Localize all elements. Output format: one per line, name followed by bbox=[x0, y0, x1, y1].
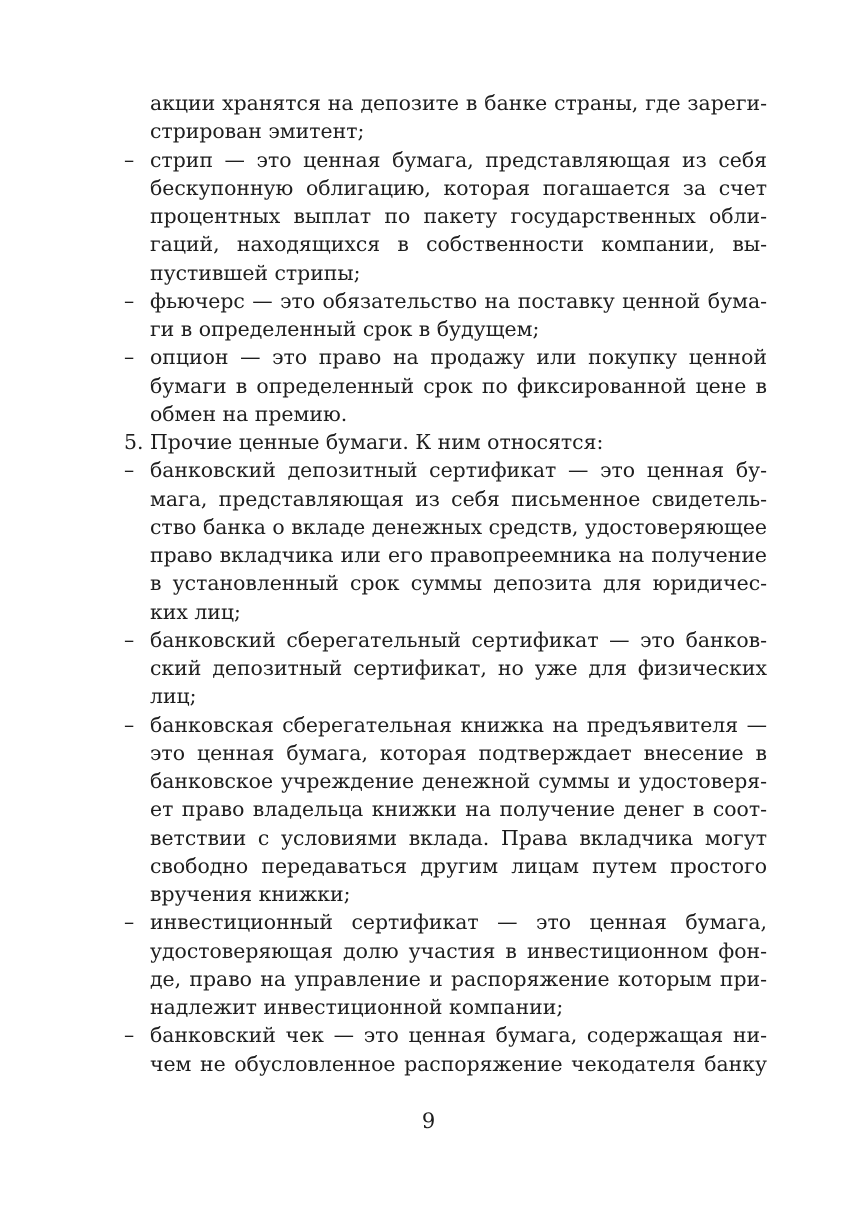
list-bullet-dash: – bbox=[124, 713, 135, 737]
list-bullet-dash: – bbox=[124, 458, 135, 482]
text-line: в установленный срок суммы депозита для юридичес- bbox=[150, 571, 767, 595]
list-bullet-dash: – bbox=[124, 345, 135, 369]
text-line: де, право на управление и распоряжение которым при- bbox=[150, 967, 767, 991]
text-line: фьючерс — это обязательство на поставку ценной бума- bbox=[150, 289, 767, 313]
text-line: гаций, находящихся в собственности компании, вы- bbox=[150, 232, 767, 256]
text-line: процентных выплат по пакету государственных обли- bbox=[150, 204, 767, 228]
text-line: банковское учреждение денежной суммы и удостоверя- bbox=[150, 769, 767, 793]
text-line: Прочие ценные бумаги. К ним относятся: bbox=[150, 430, 604, 454]
text-line: банковская сберегательная книжка на предъявителя — bbox=[150, 713, 767, 737]
text-line: ги в определенный срок в будущем; bbox=[150, 317, 540, 341]
text-line: стрип — это ценная бумага, представляющая из себя bbox=[150, 148, 767, 172]
text-line: инвестиционный сертификат — это ценная бумага, bbox=[150, 910, 767, 934]
text-line: чем не обусловленное распоряжение чекодателя банку bbox=[150, 1052, 767, 1076]
text-line: мага, представляющая из себя письменное свидетель- bbox=[150, 487, 767, 511]
text-line: бумаги в определенный срок по фиксированной цене в bbox=[150, 374, 767, 398]
text-line: свободно передаваться другим лицам путем простого bbox=[150, 854, 767, 878]
text-line: ет право владельца книжки на получение денег в соот- bbox=[150, 797, 767, 821]
text-line: удостоверяющая долю участия в инвестиционном фон- bbox=[150, 939, 767, 963]
text-line: опцион — это право на продажу или покупку ценной bbox=[150, 345, 767, 369]
text-line: право вкладчика или его правопреемника на получение bbox=[150, 543, 767, 567]
list-bullet-dash: – bbox=[124, 910, 135, 934]
text-line: банковский чек — это ценная бумага, содержащая ни- bbox=[150, 1023, 767, 1047]
list-bullet-dash: – bbox=[124, 628, 135, 652]
text-line: обмен на премию. bbox=[150, 402, 348, 426]
text-line: ветствии с условиями вклада. Права вкладчика могут bbox=[150, 826, 767, 850]
text-line: стрирован эмитент; bbox=[150, 119, 365, 143]
text-line: надлежит инвестиционной компании; bbox=[150, 995, 564, 1019]
list-bullet-dash: – bbox=[124, 148, 135, 172]
text-line: ство банка о вкладе денежных средств, удостоверяющее bbox=[150, 515, 767, 539]
page-number: 9 bbox=[421, 1109, 436, 1133]
text-line: это ценная бумага, которая подтверждает внесение в bbox=[150, 741, 767, 765]
list-bullet-dash: – bbox=[124, 289, 135, 313]
text-line: вручения книжки; bbox=[150, 882, 351, 906]
text-line: банковский депозитный сертификат — это ценная бу- bbox=[150, 458, 767, 482]
list-number: 5. bbox=[124, 430, 144, 454]
text-line: бескупонную облигацию, которая погашается за счет bbox=[150, 176, 767, 200]
text-line: акции хранятся на депозите в банке страны, где зареги- bbox=[150, 91, 767, 115]
list-bullet-dash: – bbox=[124, 1023, 135, 1047]
text-line: пустившей стрипы; bbox=[150, 261, 361, 285]
text-line: ский депозитный сертификат, но уже для физических bbox=[150, 656, 767, 680]
text-line: лиц; bbox=[150, 684, 197, 708]
text-line: ких лиц; bbox=[150, 600, 241, 624]
text-line: банковский сберегательный сертификат — это банков- bbox=[150, 628, 767, 652]
